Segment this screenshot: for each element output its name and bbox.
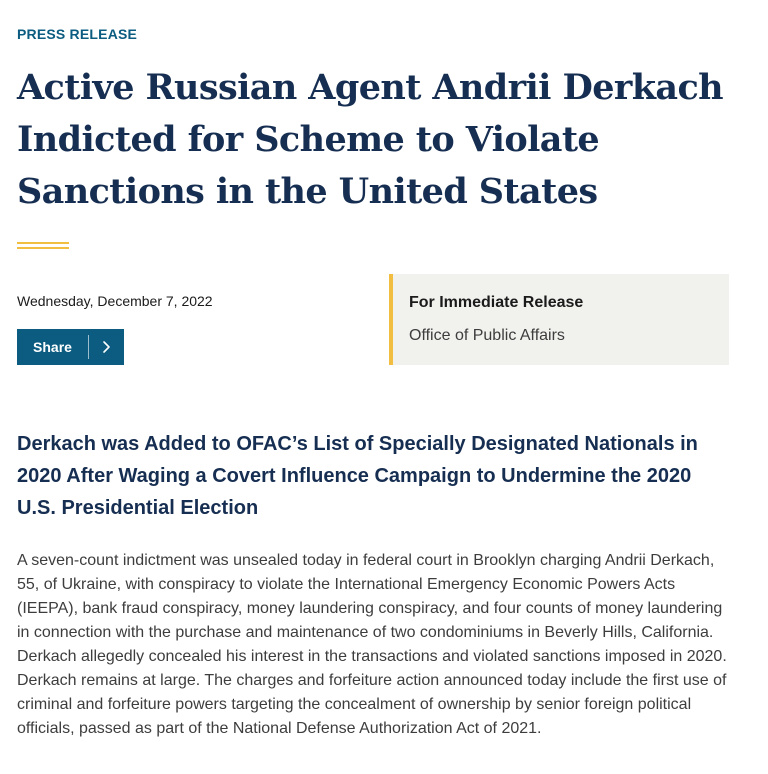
press-release-label: PRESS RELEASE [17, 26, 138, 42]
release-box-office: Office of Public Affairs [409, 327, 565, 344]
title-underline-top [17, 242, 69, 244]
release-box-heading: For Immediate Release [409, 294, 584, 311]
title-underline-bottom [17, 247, 69, 249]
share-button[interactable] [17, 329, 124, 365]
article-body-paragraph: A seven-count indictment was unsealed today in federal court in Brooklyn charging Andrii Derkach, 55, of Ukraine, with conspiracy to violate the International Emergency Economic Powers Acts (IEEPA), bank fraud conspiracy, money laundering conspiracy, and four counts of money laundering in connection with the purchase and maintenance of two condominiums in Beverly Hills, California. Derkach allegedly concealed his interest in the transactions and violated sanctions imposed in 2020. Derkach remains at large. The charges and forfeiture action announced today include the first use of criminal and forfeiture powers targeting the concealment of ownership by senior foreign political officials, passed as part of the National Defense Authorization Act of 2021. [17, 552, 727, 737]
page-title: Active Russian Agent Andrii Derkach Indicted for Scheme to Violate Sanctions in the United States [17, 67, 724, 212]
chevron-right-icon [89, 340, 124, 354]
share-button-label: Share [33, 339, 72, 355]
article-subtitle: Derkach was Added to OFAC’s List of Specially Designated Nationals in 2020 After Waging a Covert Influence Campaign to Undermine the 2020 U.S. Presidential Election [17, 433, 698, 519]
release-info-box [389, 274, 729, 365]
release-date: Wednesday, December 7, 2022 [17, 293, 213, 309]
